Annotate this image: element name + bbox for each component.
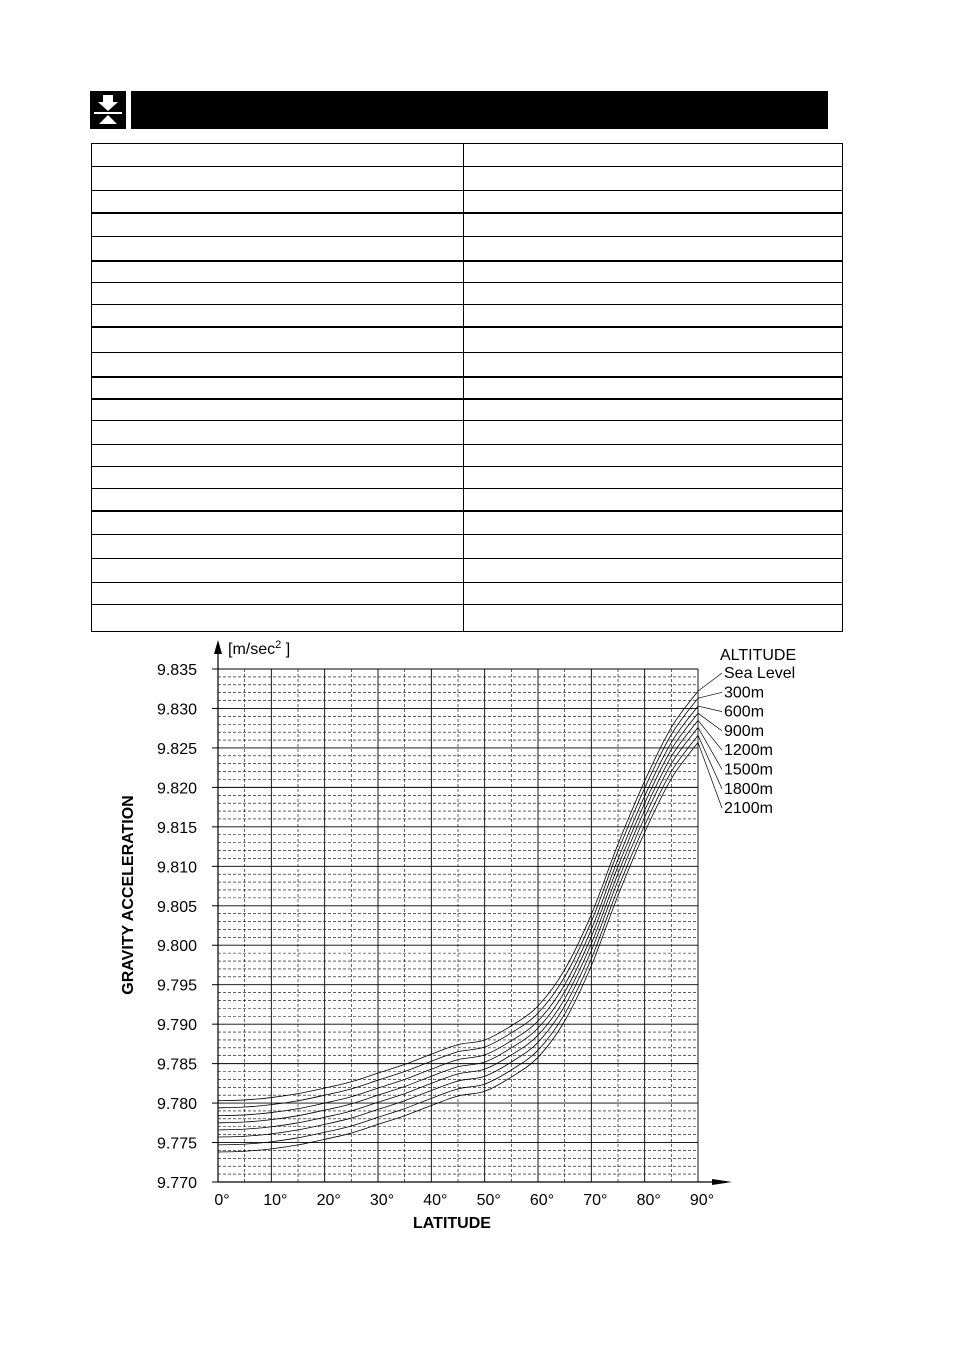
y-tick-label: 9.820 (156, 780, 197, 798)
y-axis-arrow (214, 640, 222, 654)
x-tick-label: 70° (583, 1192, 608, 1209)
y-tick-label: 9.815 (156, 819, 197, 837)
legend-entry-6: 1800m (724, 780, 773, 798)
gravity-chart (0, 630, 954, 1250)
x-tick-labels (214, 1192, 714, 1209)
y-tick-label: 9.800 (156, 938, 197, 956)
gravity-table (91, 143, 843, 632)
legend-entry-0: Sea Level (724, 665, 796, 682)
y-tick-labels (157, 662, 197, 1192)
x-tick-label: 90° (689, 1192, 715, 1209)
table-row-divider (92, 398, 842, 400)
legend-leader-1 (698, 692, 722, 698)
y-tick-label: 9.835 (156, 662, 197, 679)
table-row-divider (92, 534, 842, 535)
table-row-divider (92, 260, 842, 262)
legend-leader-4 (698, 720, 722, 750)
y-tick-label: 9.770 (156, 1175, 197, 1192)
x-tick-label: 0° (214, 1192, 230, 1209)
y-tick-label: 9.810 (156, 859, 197, 877)
x-tick-label: 60° (529, 1192, 555, 1209)
x-tick-label: 50° (476, 1192, 501, 1209)
legend-leader-0 (698, 673, 722, 691)
table-row-divider (92, 236, 842, 237)
table-row-divider (92, 558, 842, 559)
table-row-divider (92, 190, 842, 191)
y-unit-label: [$m/\sec^2$ ] (228, 639, 291, 658)
table-row-divider (92, 326, 842, 328)
legend-leader-2 (698, 706, 722, 712)
grid-minor (218, 669, 698, 1182)
table-row-divider (92, 304, 842, 305)
legend-leader-5 (698, 727, 722, 769)
table-row-divider (92, 444, 842, 445)
table-row-divider (92, 466, 842, 467)
legend-entry-5: 1500m (724, 761, 773, 779)
y-tick-label: 9.780 (156, 1096, 197, 1114)
table-row-divider (92, 488, 842, 489)
legend-entry-2: 600m (724, 703, 765, 721)
x-tick-label: 80° (636, 1192, 661, 1209)
legend-title: ALTITUDE (720, 647, 797, 664)
x-tick-label: 40° (423, 1192, 448, 1209)
legend (724, 665, 795, 817)
table-row-divider (92, 166, 842, 167)
legend-leader-6 (698, 735, 722, 789)
table-row-divider (92, 420, 842, 421)
table-row-divider (92, 604, 842, 605)
table-row-divider (92, 212, 842, 214)
table-row-divider (92, 376, 842, 378)
legend-entry-1: 300m (724, 684, 765, 702)
legend-entry-7: 2100m (724, 800, 773, 818)
table-row-divider (92, 282, 842, 283)
legend-entry-3: 900m (724, 722, 765, 740)
x-tick-label: 30° (369, 1192, 395, 1209)
y-tick-label: 9.785 (156, 1056, 197, 1074)
y-tick-label: 9.805 (156, 898, 197, 916)
y-tick-label: 9.830 (156, 701, 197, 719)
y-tick-label: 9.825 (156, 740, 197, 758)
x-tick-label: 10° (263, 1192, 288, 1209)
table-row-divider (92, 352, 842, 353)
y-tick-label: 9.795 (156, 977, 197, 995)
x-axis-label: LATITUDE (413, 1215, 491, 1232)
legend-entry-4: 1200m (724, 742, 773, 760)
legend-leader-3 (698, 713, 722, 731)
weight-calibration-icon (90, 91, 126, 129)
y-axis-label: GRAVITY ACCELERATION (120, 795, 137, 995)
legend-leaders (698, 673, 722, 808)
y-tick-label: 9.775 (156, 1135, 197, 1153)
table-row-divider (92, 582, 842, 583)
legend-leader-7 (698, 742, 722, 808)
x-axis-arrow (712, 1179, 732, 1185)
x-tick-label: 20° (316, 1192, 341, 1209)
y-tick-label: 9.790 (156, 1017, 197, 1035)
section-header-bar (131, 91, 828, 129)
table-row-divider (92, 510, 842, 512)
